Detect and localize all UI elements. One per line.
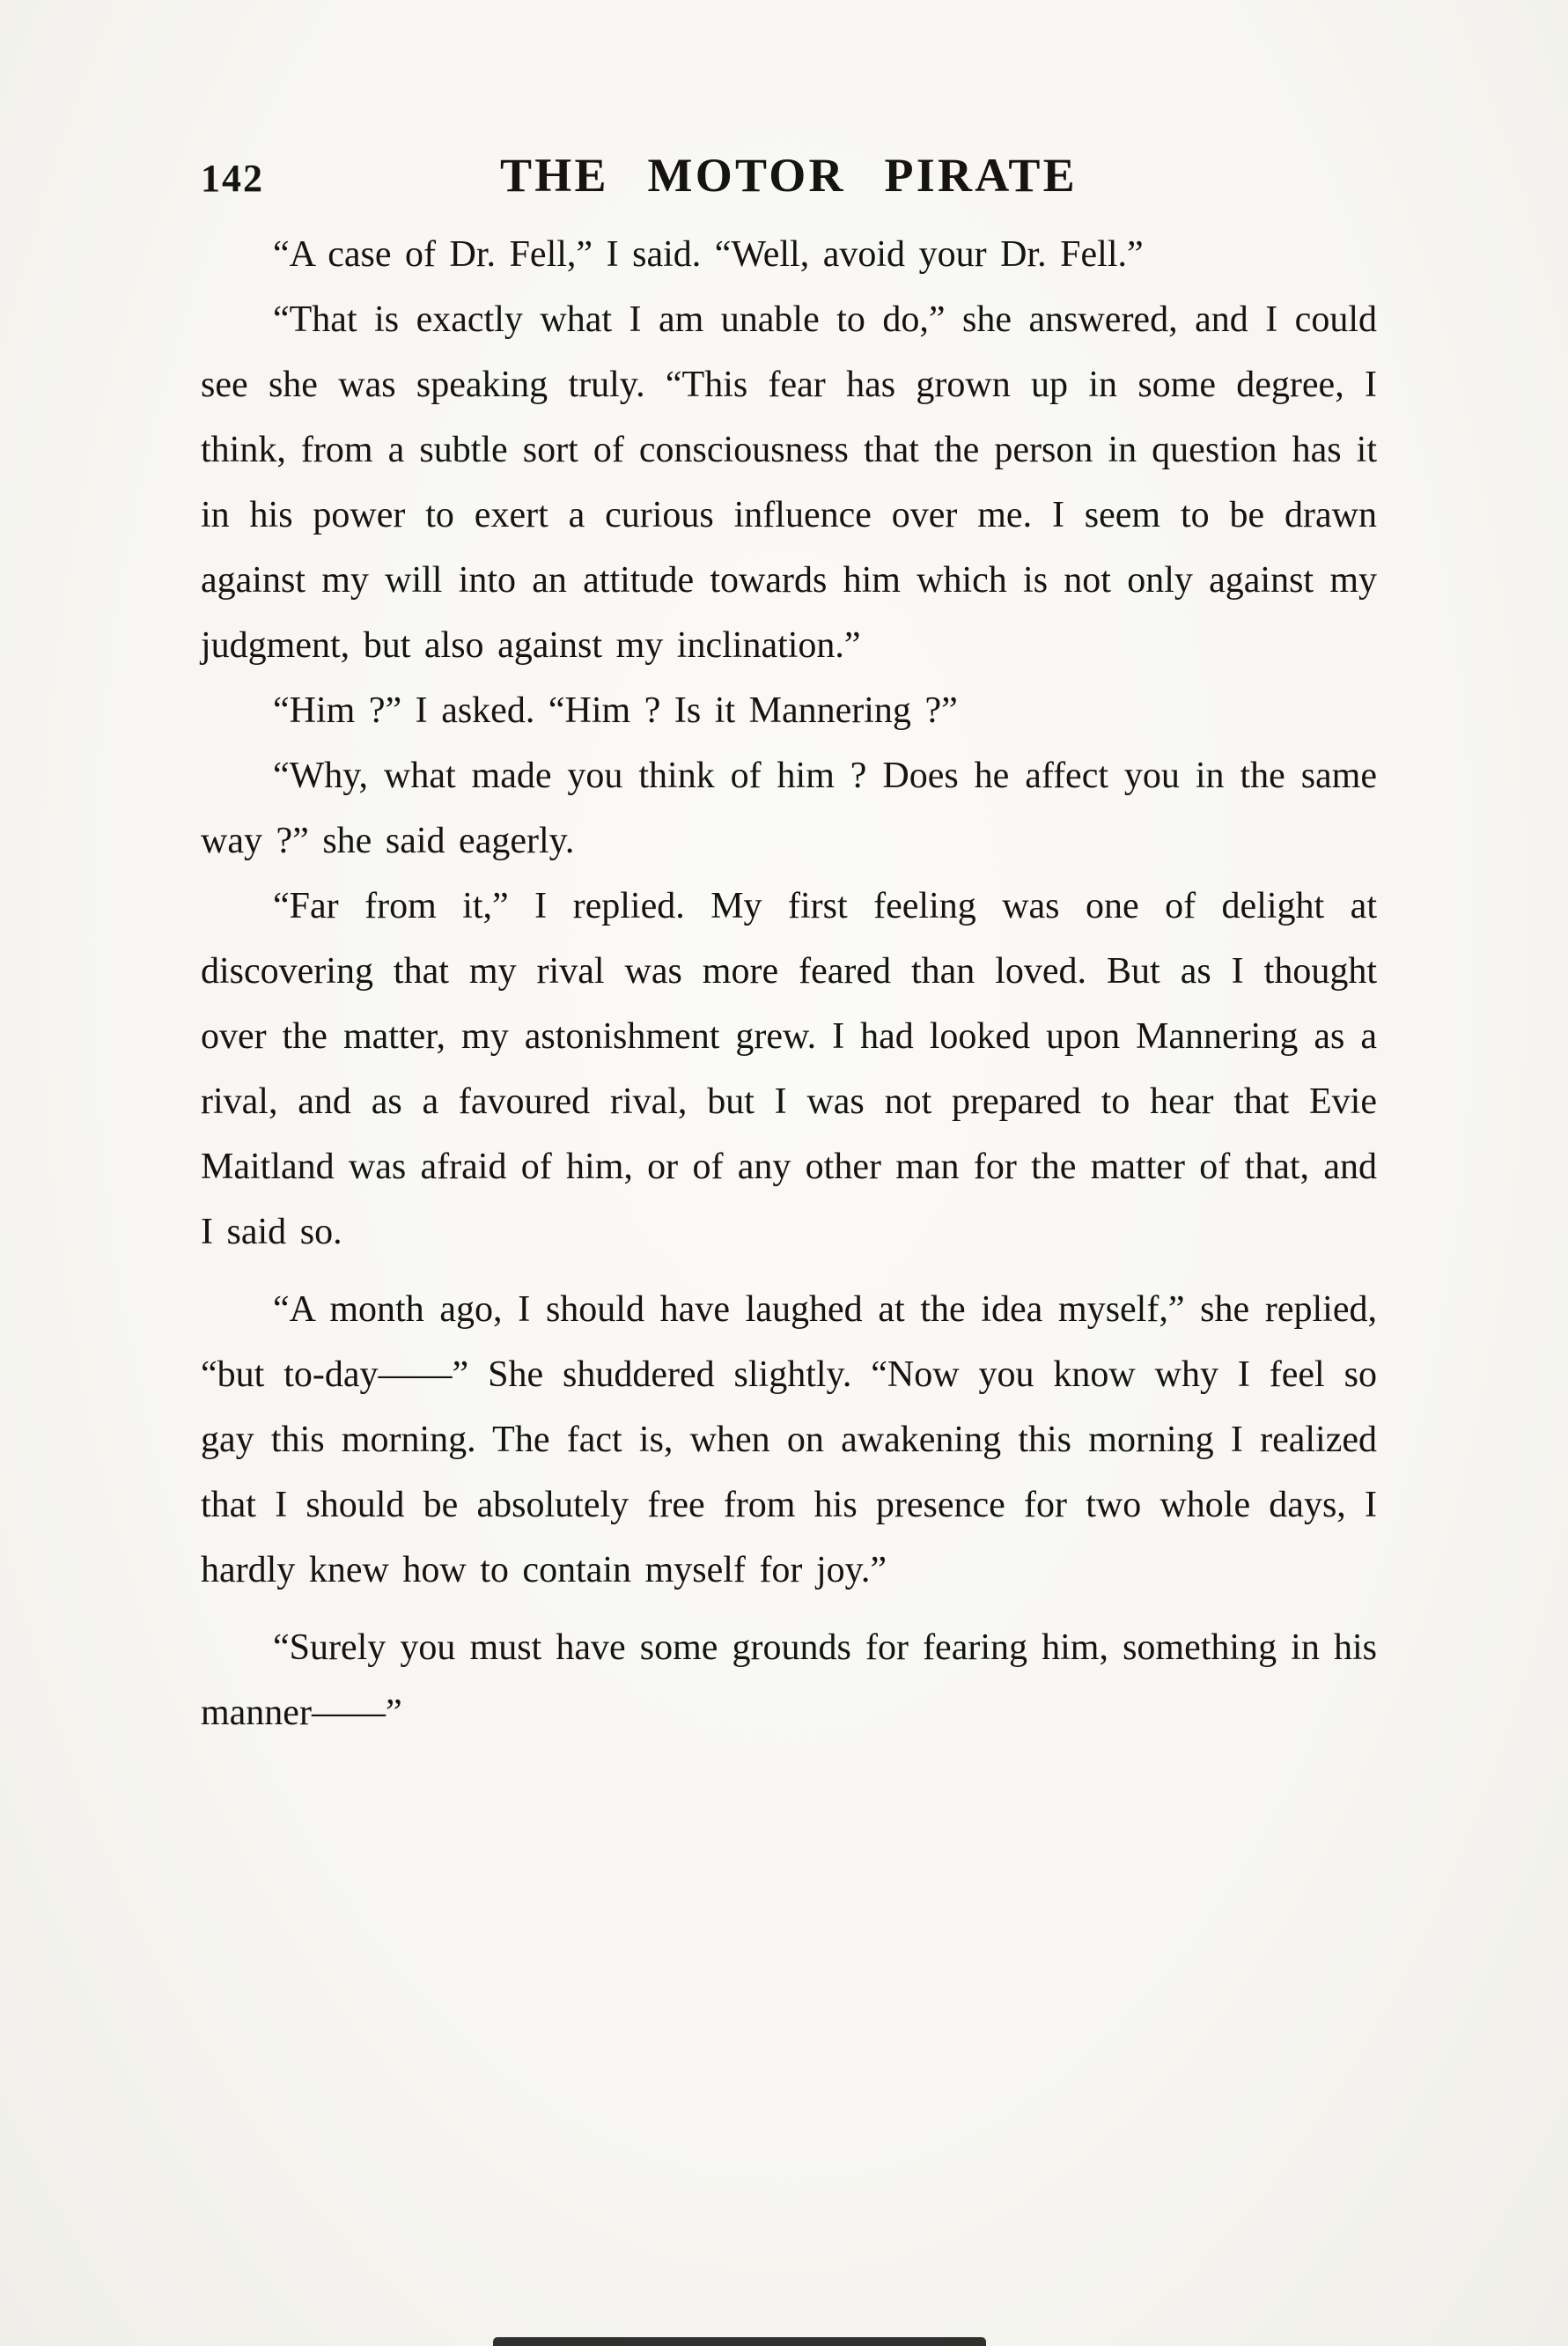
paragraph-1: “A case of Dr. Fell,” I said. “Well, avoid your Dr. Fell.”: [273, 234, 1144, 275]
book-title: THE MOTOR PIRATE: [500, 149, 1078, 202]
paragraph-7: “Surely you must have some grounds for fearing him, something in his manner——”: [201, 1627, 1377, 1733]
paragraph-5: “Far from it,” I replied. My first feeling was one of delight at discovering that my rival was more feared than loved. But as I thought over the matter, my astonishment grew. I had looked upon Mannering as a rival, and as a favoured rival, but I was not prepared to hear that Evie Maitland was afraid of him, or of any other man for the matter of that, and I said so.: [201, 886, 1377, 1252]
paragraph-2: “That is exactly what I am unable to do,” she answered, and I could see she was speaking truly. “This fear has grown up in some degree, I think, from a subtle sort of consciousness that the person in question has it in his power to exert a curious influence over me. I seem to be drawn against my will into an attitude towards him which is not only against my judgment, but also against my inclination.”: [201, 299, 1377, 666]
page-number: 142: [201, 157, 264, 200]
paragraph-3: “Him ?” I asked. “Him ? Is it Mannering ?”: [273, 690, 958, 731]
scan-edge-artifact: [493, 2337, 986, 2346]
text-block: [201, 222, 1377, 1745]
paragraph-4: “Why, what made you think of him ? Does he affect you in the same way ?” she said eagerly.: [201, 756, 1377, 861]
paragraph-6: “A month ago, I should have laughed at the idea myself,” she replied, “but to-day——” She shuddered slightly. “Now you know why I feel so gay this morning. The fact is, when on awakening this morning I realized that I should be absolutely free from his presence for two whole days, I hardly knew how to contain myself for joy.”: [201, 1289, 1377, 1590]
page-header: [201, 148, 1377, 203]
